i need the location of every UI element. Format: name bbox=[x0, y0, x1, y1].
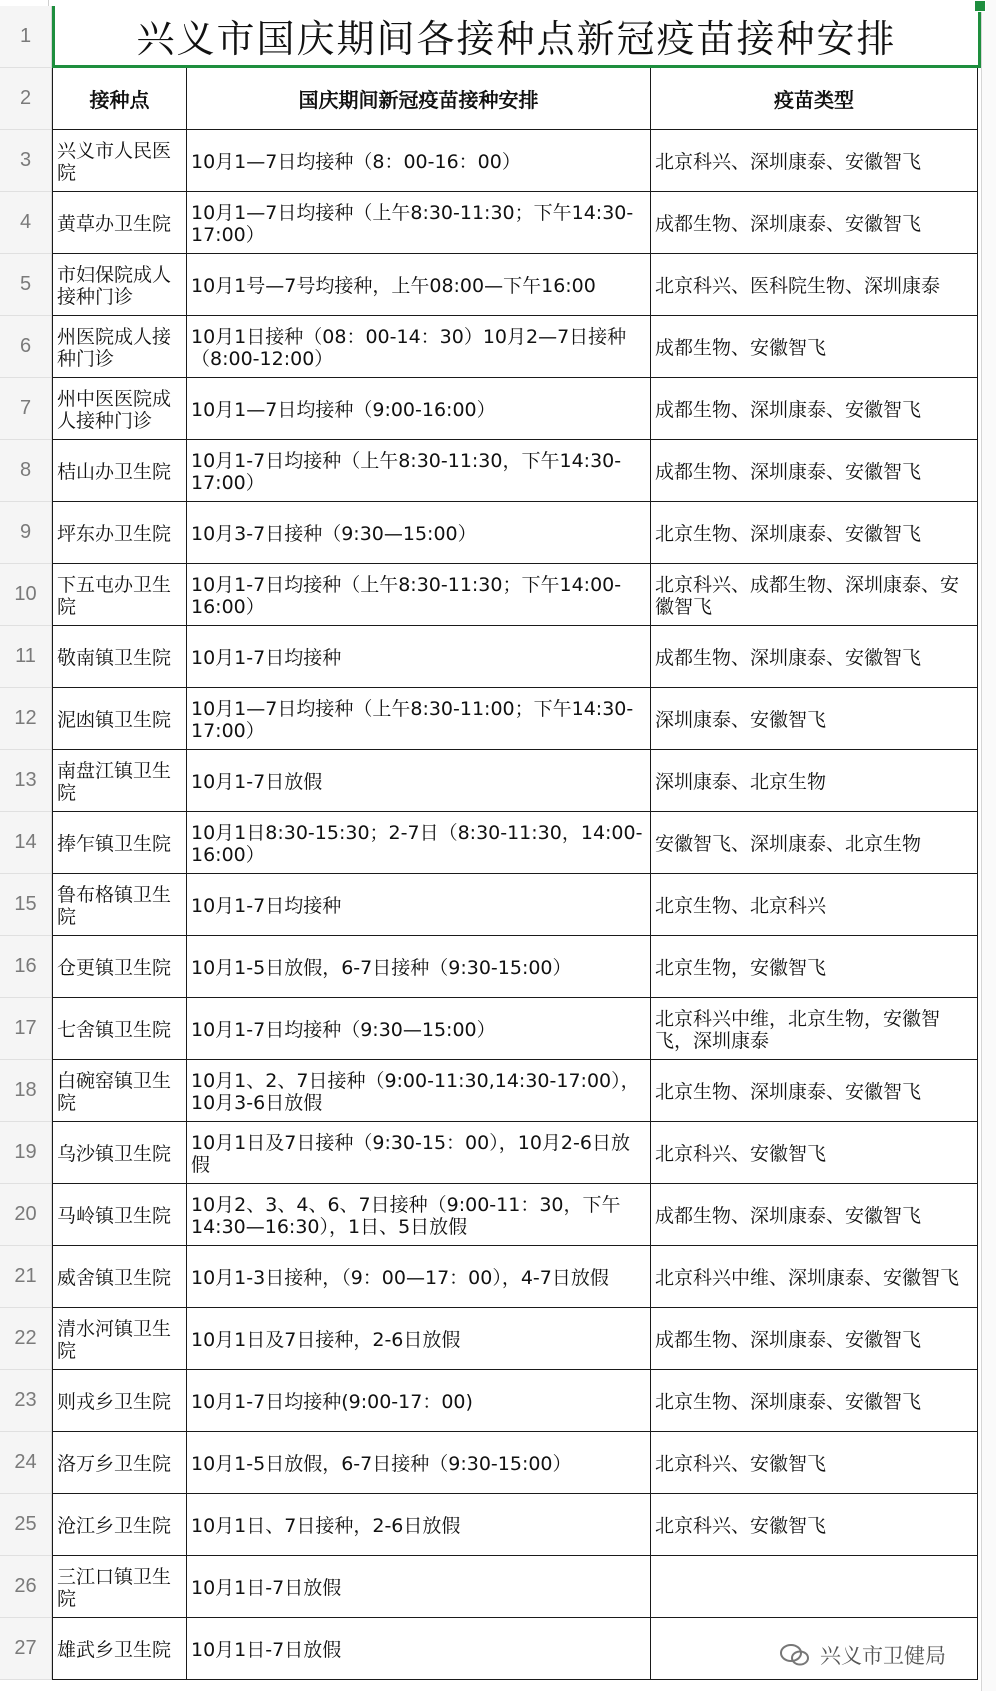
site-cell-text: 坪东办卫生院 bbox=[57, 522, 172, 545]
site-cell-text: 捧乍镇卫生院 bbox=[57, 832, 172, 855]
schedule-cell[interactable] bbox=[187, 1618, 651, 1680]
site-cell[interactable] bbox=[52, 254, 187, 316]
row-header-9[interactable]: 9 bbox=[0, 502, 52, 564]
vaccine-cell-text: 成都生物、深圳康泰、安徽智飞 bbox=[655, 1328, 922, 1351]
site-cell[interactable] bbox=[52, 378, 187, 440]
vaccine-cell[interactable] bbox=[651, 688, 978, 750]
row-header-7[interactable]: 7 bbox=[0, 378, 52, 440]
table-row bbox=[52, 1556, 978, 1618]
vaccine-cell[interactable] bbox=[651, 1432, 978, 1494]
schedule-cell-text: 10月1号—7号均接种，上午08:00—下午16:00 bbox=[191, 274, 596, 297]
vaccine-cell[interactable] bbox=[651, 874, 978, 936]
schedule-cell[interactable] bbox=[187, 440, 651, 502]
header-schedule-label: 国庆期间新冠疫苗接种安排 bbox=[298, 87, 539, 112]
vaccine-cell[interactable] bbox=[651, 750, 978, 812]
vaccine-cell[interactable] bbox=[651, 998, 978, 1060]
row-header-18[interactable]: 18 bbox=[0, 1060, 52, 1122]
row-header-26[interactable]: 26 bbox=[0, 1556, 52, 1618]
row-header-8[interactable]: 8 bbox=[0, 440, 52, 502]
watermark bbox=[780, 1635, 980, 1675]
header-site-label: 接种点 bbox=[89, 87, 150, 112]
row-header-11[interactable]: 11 bbox=[0, 626, 52, 688]
site-cell[interactable] bbox=[52, 1370, 187, 1432]
table-row bbox=[52, 254, 978, 316]
row-header-27[interactable]: 27 bbox=[0, 1618, 52, 1680]
row-header-14[interactable]: 14 bbox=[0, 812, 52, 874]
row-header-5[interactable]: 5 bbox=[0, 254, 52, 316]
schedule-cell-text: 10月1日8:30-15:30；2-7日（8:30-11:30，14:00-16:00） bbox=[191, 821, 643, 866]
schedule-cell[interactable] bbox=[187, 1494, 651, 1556]
vaccine-cell-text: 北京生物、北京科兴 bbox=[655, 894, 827, 917]
title-cell[interactable]: 兴义市国庆期间各接种点新冠疫苗接种安排 bbox=[52, 6, 978, 68]
schedule-cell[interactable] bbox=[187, 192, 651, 254]
row-header-10[interactable]: 10 bbox=[0, 564, 52, 626]
schedule-cell[interactable] bbox=[187, 1370, 651, 1432]
vaccine-cell-text: 北京生物、深圳康泰、安徽智飞 bbox=[655, 522, 922, 545]
vaccine-cell-text: 深圳康泰、安徽智飞 bbox=[655, 708, 827, 731]
site-cell-text: 清水河镇卫生院 bbox=[57, 1317, 172, 1362]
site-cell[interactable] bbox=[52, 688, 187, 750]
vaccine-cell[interactable] bbox=[651, 1184, 978, 1246]
site-cell-text: 威舍镇卫生院 bbox=[57, 1266, 172, 1289]
table-row bbox=[52, 750, 978, 812]
schedule-cell[interactable] bbox=[187, 1432, 651, 1494]
vaccine-cell-text: 北京科兴、安徽智飞 bbox=[655, 1514, 827, 1537]
site-cell-text: 洛万乡卫生院 bbox=[57, 1452, 172, 1475]
site-cell-text: 敬南镇卫生院 bbox=[57, 646, 172, 669]
site-cell[interactable] bbox=[52, 1494, 187, 1556]
site-cell-text: 马岭镇卫生院 bbox=[57, 1204, 172, 1227]
vaccine-cell-text: 北京科兴、深圳康泰、安徽智飞 bbox=[655, 150, 922, 173]
next-column-edge bbox=[981, 0, 996, 1691]
table-row bbox=[52, 130, 978, 192]
table-row bbox=[52, 1370, 978, 1432]
site-cell-text: 兴义市人民医院 bbox=[57, 139, 172, 184]
schedule-cell-text: 10月1-7日均接种 bbox=[191, 894, 342, 917]
site-cell-text: 黄草办卫生院 bbox=[57, 212, 172, 235]
table-row bbox=[52, 812, 978, 874]
vaccine-cell[interactable] bbox=[651, 254, 978, 316]
schedule-cell-text: 10月1-7日均接种（上午8:30-11:30，下午14:30-17:00） bbox=[191, 449, 622, 494]
schedule-cell-text: 10月3-7日接种（9:30—15:00） bbox=[191, 522, 477, 545]
schedule-cell[interactable] bbox=[187, 378, 651, 440]
site-cell-text: 沧江乡卫生院 bbox=[57, 1514, 172, 1537]
table-row bbox=[52, 998, 978, 1060]
schedule-cell-text: 10月1日-7日放假 bbox=[191, 1576, 342, 1599]
row-header-25[interactable]: 25 bbox=[0, 1494, 52, 1556]
site-cell[interactable] bbox=[52, 1184, 187, 1246]
row-header-21[interactable]: 21 bbox=[0, 1246, 52, 1308]
schedule-cell[interactable] bbox=[187, 130, 651, 192]
schedule-cell[interactable] bbox=[187, 316, 651, 378]
vaccine-cell[interactable] bbox=[651, 192, 978, 254]
site-cell[interactable] bbox=[52, 564, 187, 626]
site-cell-text: 泥凼镇卫生院 bbox=[57, 708, 172, 731]
site-cell-text: 鲁布格镇卫生院 bbox=[57, 883, 172, 928]
table-row bbox=[52, 688, 978, 750]
vaccine-cell-text: 深圳康泰、北京生物 bbox=[655, 770, 827, 793]
table-row bbox=[52, 1060, 978, 1122]
header-site[interactable] bbox=[52, 68, 187, 130]
schedule-cell-text: 10月1-7日均接种(9:00-17：00) bbox=[191, 1390, 473, 1413]
vaccine-cell-text: 北京科兴中维、深圳康泰、安徽智飞 bbox=[655, 1266, 960, 1289]
schedule-cell[interactable] bbox=[187, 1184, 651, 1246]
row-header-19[interactable]: 19 bbox=[0, 1122, 52, 1184]
schedule-cell[interactable] bbox=[187, 936, 651, 998]
site-cell[interactable] bbox=[52, 750, 187, 812]
schedule-cell[interactable] bbox=[187, 564, 651, 626]
schedule-cell-text: 10月1-7日均接种 bbox=[191, 646, 342, 669]
table-row bbox=[52, 1494, 978, 1556]
vaccine-cell[interactable] bbox=[651, 378, 978, 440]
vaccine-cell-text: 成都生物、深圳康泰、安徽智飞 bbox=[655, 646, 922, 669]
table-row bbox=[52, 1184, 978, 1246]
schedule-cell-text: 10月1、2、7日接种（9:00-11:30,14:30-17:00），10月3-6日放假 bbox=[191, 1069, 640, 1114]
row-header-17[interactable]: 17 bbox=[0, 998, 52, 1060]
schedule-cell[interactable] bbox=[187, 1308, 651, 1370]
vaccine-cell[interactable] bbox=[651, 564, 978, 626]
site-cell[interactable] bbox=[52, 874, 187, 936]
vaccine-cell[interactable] bbox=[651, 1556, 978, 1618]
site-cell-text: 桔山办卫生院 bbox=[57, 460, 172, 483]
site-cell[interactable] bbox=[52, 502, 187, 564]
table-row bbox=[52, 1122, 978, 1184]
site-cell[interactable] bbox=[52, 1618, 187, 1680]
table-row bbox=[52, 1246, 978, 1308]
site-cell[interactable] bbox=[52, 1246, 187, 1308]
table-row bbox=[52, 440, 978, 502]
schedule-cell-text: 10月1—7日均接种（8：00-16：00） bbox=[191, 150, 521, 173]
row-header-4[interactable]: 4 bbox=[0, 192, 52, 254]
site-cell[interactable] bbox=[52, 1556, 187, 1618]
table-row bbox=[52, 936, 978, 998]
vaccine-cell-text: 北京科兴、安徽智飞 bbox=[655, 1142, 827, 1165]
table-row bbox=[52, 192, 978, 254]
vaccine-cell[interactable] bbox=[651, 130, 978, 192]
vaccine-cell[interactable] bbox=[651, 440, 978, 502]
site-cell-text: 南盘江镇卫生院 bbox=[57, 759, 172, 804]
schedule-cell-text: 10月1-5日放假，6-7日接种（9:30-15:00） bbox=[191, 956, 572, 979]
selection-border bbox=[978, 6, 981, 68]
header-schedule[interactable] bbox=[187, 68, 651, 130]
vaccine-cell[interactable] bbox=[651, 1370, 978, 1432]
schedule-cell-text: 10月1—7日均接种（上午8:30-11:00；下午14:30-17:00） bbox=[191, 697, 634, 742]
vaccine-cell[interactable] bbox=[651, 626, 978, 688]
schedule-cell-text: 10月1日、7日接种，2-6日放假 bbox=[191, 1514, 461, 1537]
schedule-cell[interactable] bbox=[187, 874, 651, 936]
table-row bbox=[52, 1308, 978, 1370]
schedule-cell[interactable] bbox=[187, 502, 651, 564]
schedule-cell[interactable] bbox=[187, 1556, 651, 1618]
site-cell-text: 仓更镇卫生院 bbox=[57, 956, 172, 979]
schedule-cell[interactable] bbox=[187, 1122, 651, 1184]
site-cell-text: 州医院成人接种门诊 bbox=[57, 325, 172, 370]
site-cell[interactable] bbox=[52, 1122, 187, 1184]
site-cell-text: 州中医医院成人接种门诊 bbox=[57, 387, 172, 432]
schedule-cell-text: 10月1-7日均接种（9:30—15:00） bbox=[191, 1018, 496, 1041]
vaccine-cell-text: 安徽智飞、深圳康泰、北京生物 bbox=[655, 832, 922, 855]
row-header-6[interactable]: 6 bbox=[0, 316, 52, 378]
table-row bbox=[52, 564, 978, 626]
site-cell[interactable] bbox=[52, 1432, 187, 1494]
table-row bbox=[52, 626, 978, 688]
vaccine-cell-text: 成都生物、深圳康泰、安徽智飞 bbox=[655, 398, 922, 421]
watermark-text: 兴义市卫健局 bbox=[818, 1640, 948, 1670]
schedule-cell-text: 10月1日及7日接种（9:30-15：00），10月2-6日放假 bbox=[191, 1131, 630, 1176]
schedule-cell-text: 10月2、3、4、6、7日接种（9:00-11：30，下午14:30—16:30），1日、5日放假 bbox=[191, 1193, 621, 1238]
header-vaccine[interactable] bbox=[651, 68, 978, 130]
site-cell[interactable] bbox=[52, 316, 187, 378]
vaccine-cell[interactable] bbox=[651, 1060, 978, 1122]
header-vaccine-label: 疫苗类型 bbox=[774, 87, 854, 112]
vaccine-cell-text: 北京科兴、医科院生物、深圳康泰 bbox=[655, 274, 941, 297]
vaccine-cell-text: 北京生物，安徽智飞 bbox=[655, 956, 827, 979]
site-cell-text: 雄武乡卫生院 bbox=[57, 1638, 172, 1661]
site-cell[interactable] bbox=[52, 626, 187, 688]
schedule-cell[interactable] bbox=[187, 1246, 651, 1308]
schedule-cell-text: 10月1日-7日放假 bbox=[191, 1638, 342, 1661]
row-header-24[interactable]: 24 bbox=[0, 1432, 52, 1494]
site-cell[interactable] bbox=[52, 130, 187, 192]
vaccine-cell-text: 成都生物、深圳康泰、安徽智飞 bbox=[655, 460, 922, 483]
site-cell[interactable] bbox=[52, 936, 187, 998]
table-row bbox=[52, 378, 978, 440]
row-header-16[interactable]: 16 bbox=[0, 936, 52, 998]
row-header-23[interactable]: 23 bbox=[0, 1370, 52, 1432]
site-cell[interactable] bbox=[52, 812, 187, 874]
schedule-cell[interactable] bbox=[187, 998, 651, 1060]
header-row bbox=[52, 68, 978, 130]
site-cell-text: 白碗窑镇卫生院 bbox=[57, 1069, 172, 1114]
vaccine-cell[interactable] bbox=[651, 812, 978, 874]
site-cell[interactable] bbox=[52, 1060, 187, 1122]
schedule-cell[interactable] bbox=[187, 750, 651, 812]
site-cell-text: 市妇保院成人接种门诊 bbox=[57, 263, 172, 308]
vaccine-cell-text: 北京科兴、安徽智飞 bbox=[655, 1452, 827, 1475]
vaccine-cell[interactable] bbox=[651, 936, 978, 998]
vaccine-cell-text: 北京科兴、成都生物、深圳康泰、安徽智飞 bbox=[655, 573, 960, 618]
site-cell[interactable] bbox=[52, 192, 187, 254]
schedule-cell[interactable] bbox=[187, 1060, 651, 1122]
schedule-cell-text: 10月1-7日均接种（上午8:30-11:30；下午14:00-16:00） bbox=[191, 573, 622, 618]
schedule-cell-text: 10月1-7日放假 bbox=[191, 770, 323, 793]
site-cell[interactable] bbox=[52, 440, 187, 502]
table-row bbox=[52, 1432, 978, 1494]
table-row bbox=[52, 316, 978, 378]
schedule-cell-text: 10月1-3日接种，（9：00—17：00），4-7日放假 bbox=[191, 1266, 609, 1289]
schedule-cell-text: 10月1—7日均接种（9:00-16:00） bbox=[191, 398, 496, 421]
schedule-cell-text: 10月1日接种（08：00-14：30）10月2—7日接种（8:00-12:00） bbox=[191, 325, 627, 370]
vaccine-cell-text: 成都生物、安徽智飞 bbox=[655, 336, 827, 359]
vaccine-cell[interactable] bbox=[651, 502, 978, 564]
vaccine-cell[interactable] bbox=[651, 316, 978, 378]
schedule-cell-text: 10月1-5日放假，6-7日接种（9:30-15:00） bbox=[191, 1452, 572, 1475]
schedule-cell-text: 10月1日及7日接种，2-6日放假 bbox=[191, 1328, 461, 1351]
vaccine-cell-text: 北京生物、深圳康泰、安徽智飞 bbox=[655, 1080, 922, 1103]
row-header-15[interactable]: 15 bbox=[0, 874, 52, 936]
vaccine-cell[interactable] bbox=[651, 1494, 978, 1556]
site-cell-text: 三江口镇卫生院 bbox=[57, 1565, 172, 1610]
schedule-cell-text: 10月1—7日均接种（上午8:30-11:30；下午14:30-17:00） bbox=[191, 201, 634, 246]
site-cell[interactable] bbox=[52, 1308, 187, 1370]
selection-fill-handle[interactable] bbox=[974, 0, 986, 12]
table-row bbox=[52, 502, 978, 564]
row-header-20[interactable]: 20 bbox=[0, 1184, 52, 1246]
site-cell-text: 七舍镇卫生院 bbox=[57, 1018, 172, 1041]
schedule-cell[interactable] bbox=[187, 254, 651, 316]
schedule-cell[interactable] bbox=[187, 688, 651, 750]
wechat-icon bbox=[780, 1644, 810, 1666]
vaccine-cell-text: 北京生物、深圳康泰、安徽智飞 bbox=[655, 1390, 922, 1413]
schedule-cell[interactable] bbox=[187, 812, 651, 874]
vaccine-cell[interactable] bbox=[651, 1308, 978, 1370]
row-header-22[interactable]: 22 bbox=[0, 1308, 52, 1370]
vaccine-cell-text: 北京科兴中维，北京生物，安徽智飞，深圳康泰 bbox=[655, 1007, 941, 1052]
site-cell-text: 则戎乡卫生院 bbox=[57, 1390, 172, 1413]
site-cell[interactable] bbox=[52, 998, 187, 1060]
schedule-cell[interactable] bbox=[187, 626, 651, 688]
row-header-3[interactable]: 3 bbox=[0, 130, 52, 192]
vaccine-cell-text: 成都生物、深圳康泰、安徽智飞 bbox=[655, 1204, 922, 1227]
site-cell-text: 乌沙镇卫生院 bbox=[57, 1142, 172, 1165]
vaccine-cell-text: 成都生物、深圳康泰、安徽智飞 bbox=[655, 212, 922, 235]
vaccine-cell[interactable] bbox=[651, 1246, 978, 1308]
row-header-13[interactable]: 13 bbox=[0, 750, 52, 812]
vaccine-cell[interactable] bbox=[651, 1122, 978, 1184]
site-cell-text: 下五屯办卫生院 bbox=[57, 573, 172, 618]
row-header-2[interactable]: 2 bbox=[0, 68, 52, 130]
row-header-12[interactable]: 12 bbox=[0, 688, 52, 750]
table-row bbox=[52, 874, 978, 936]
row-header-1[interactable]: 1 bbox=[0, 6, 52, 68]
